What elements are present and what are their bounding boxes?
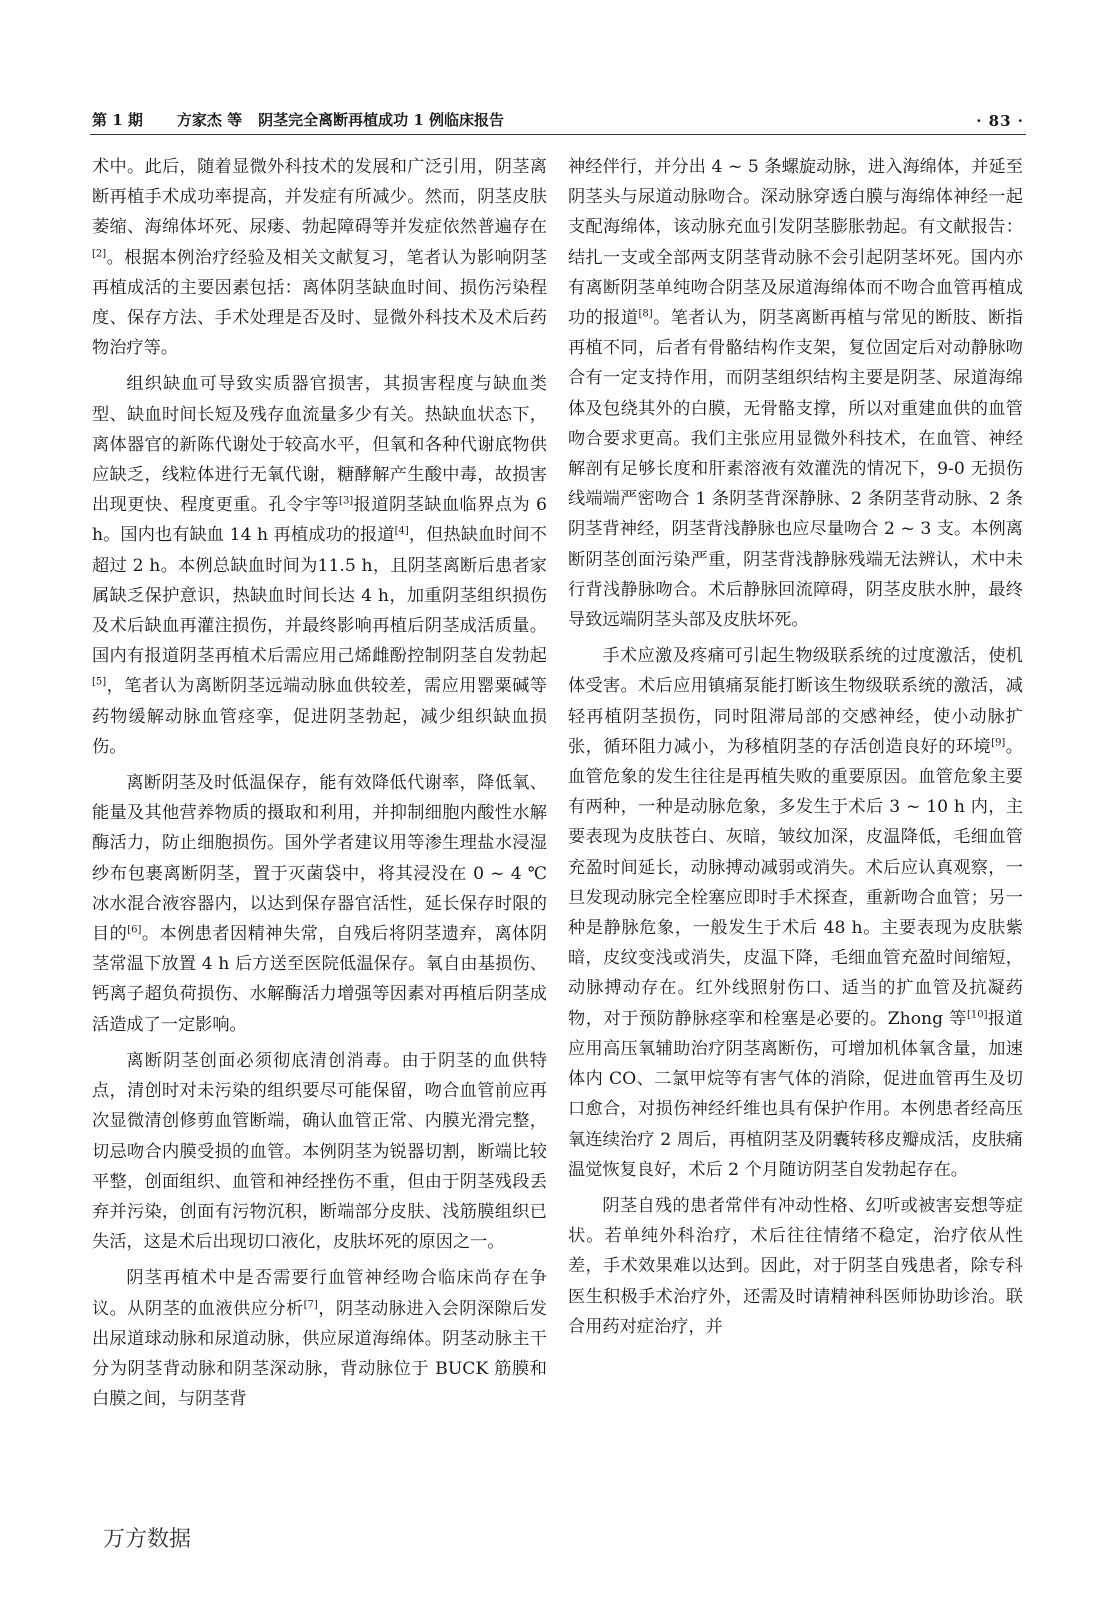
right-column	[568, 152, 1023, 1348]
paragraph: 术中。此后，随着显微外科技术的发展和广泛引用，阴茎离断再植手术成功率提高，并发症有所减少。然而，阴茎皮肤萎缩、海绵体坏死、尿瘘、勃起障碍等并发症依然普遍存在[2]。根据本例治疗经验及相关文献复习，笔者认为影响阴茎再植成活的主要因素包括：离体阴茎缺血时间、损伤污染程度、保存方法、手术处理是否及时、显微外科技术及术后药物治疗等。	[92, 157, 547, 359]
citation: [7]	[303, 1298, 318, 1310]
citation: [5]	[92, 676, 107, 688]
citation: [6]	[127, 924, 142, 936]
paragraph: 离断阴茎创面必须彻底清创消毒。由于阴茎的血供特点，清创时对未污染的组织要尽可能保留，吻合血管前应再次显微清创修剪血管断端，确认血管正常、内膜光滑完整，切忌吻合内膜受损的血管。本例阴茎为锐器切割，断端比较平整，创面组织、血管和神经挫伤不重，但由于阴茎残段丢弃并污染，创面有污物沉积，断端部分皮肤、浅筋膜组织已失活，这是术后出现切口液化，皮肤坏死的原因之一。	[92, 1050, 547, 1253]
paragraph: 神经伴行，并分出 4 ~ 5 条螺旋动脉，进入海绵体，并延至阴茎头与尿道动脉吻合。深动脉穿透白膜与海绵体神经一起支配海绵体，该动脉充血引发阴茎膨胀勃起。有文献报告：结扎一支或全部两支阴茎背动脉不会引起阴茎坏死。国内亦有离断阴茎单纯吻合阴茎及尿道海绵体而不吻合血管再植成功的报道[8]。笔者认为，阴茎离断再植与常见的断肢、断指再植不同，后者有骨骼结构作支架，复位固定后对动静脉吻合有一定支持作用，而阴茎组织结构主要是阴茎、尿道海绵体及包绕其外的白膜，无骨骼支撑，所以对重建血供的血管吻合要求更高。我们主张应用显微外科技术，在血管、神经解剖有足够长度和肝素溶液有效灌洗的情况下，9-0 无损伤线端端严密吻合 1 条阴茎背深静脉、2 条阴茎背动脉、2 条阴茎背神经，阴茎背浅静脉也应尽量吻合 2 ~ 3 支。本例离断阴茎创面污染严重，阴茎背浅静脉残端无法辨认，术中未行背浅静脉吻合。术后静脉回流障碍，阴茎皮肤水肿，最终导致远端阴茎头部及皮肤坏死。	[568, 157, 1023, 631]
paragraph: 离断阴茎及时低温保存，能有效降低代谢率，降低氧、能量及其他营养物质的摄取和利用，并抑制细胞内酸性水解酶活力，防止细胞损伤。国外学者建议用等渗生理盐水浸湿纱布包裹离断阴茎，置于灭菌袋中，将其浸没在 0 ~ 4 ℃ 冰水混合液容器内，以达到保存器官活性，延长保存时限的目的[6]。本例患者因精神失常，自残后将阴茎遗弃，离体阴茎常温下放置 4 h 后方送至医院低温保存。氧自由基损伤、钙离子超负荷损伤、水解酶活力增强等因素对再植后阴茎成活造成了一定影响。	[92, 773, 547, 1035]
issue-number: 第 1 期	[92, 111, 143, 129]
header-article-title: 阴茎完全离断再植成功 1 例临床报告	[258, 111, 505, 129]
left-column	[92, 152, 547, 1420]
header-divider	[90, 134, 1026, 135]
running-header	[92, 100, 1024, 130]
citation: [10]	[966, 1008, 988, 1020]
paragraph: 阴茎再植术中是否需要行血管神经吻合临床尚存在争议。从阴茎的血液供应分析[7]，阴茎动脉进入会阴深隙后发出尿道球动脉和尿道动脉，供应尿道海绵体。阴茎动脉主干分为阴茎背动脉和阴茎深动脉，背动脉位于 BUCK 筋膜和白膜之间，与阴茎背	[92, 1268, 547, 1410]
paragraph: 阴茎自残的患者常伴有冲动性格、幻听或被害妄想等症状。若单纯外科治疗，术后往往情绪不稳定，治疗依从性差，手术效果难以达到。因此，对于阴茎自残患者，除专科医生积极手术治疗外，还需及时请精神科医师协助诊治。联合用药对症治疗，并	[568, 1195, 1023, 1337]
citation: [8]	[638, 308, 653, 320]
citation: [2]	[92, 247, 107, 259]
header-authors: 方家杰 等	[176, 111, 243, 129]
citation: [4]	[394, 525, 409, 537]
citation: [9]	[991, 737, 1006, 749]
paragraph: 组织缺血可导致实质器官损害，其损害程度与缺血类型、缺血时间长短及残存血流量多少有关。热缺血状态下，离体器官的新陈代谢处于较高水平，但氧和各种代谢底物供应缺乏，线粒体进行无氧代谢，糖酵解产生酸中毒，故损害出现更快、程度更重。孔令宇等[3]报道阴茎缺血临界点为 6 h。国内也有缺血 14 h 再植成功的报道[4]，但热缺血时间不超过 2 h。本例总缺血时间为11.5 h，且阴茎离断后患者家属缺乏保护意识，热缺血时间长达 4 h，加重阴茎组织损伤及术后缺血再灌注损伤，并最终影响再植后阴茎成活质量。国内有报道阴茎再植术后需应用己烯雌酚控制阴茎自发勃起[5]，笔者认为离断阴茎远端动脉血供较差，需应用罂粟碱等药物缓解动脉血管痉挛，促进阴茎勃起，减少组织缺血损伤。	[92, 374, 547, 757]
source-watermark: 万方数据	[103, 1527, 192, 1552]
citation: [3]	[339, 495, 354, 507]
page-number: · 83 ·	[976, 112, 1024, 130]
paragraph: 手术应激及疼痛可引起生物级联系统的过度激活，使机体受害。术后应用镇痛泵能打断该生物级联系统的激活，减轻再植阴茎损伤，同时阻滞局部的交感神经，使小动脉扩张，循环阻力减小，为移植阴茎的存活创造良好的环境[9]。血管危象的发生往往是再植失败的重要原因。血管危象主要有两种，一种是动脉危象，多发生于术后 3 ~ 10 h 内，主要表现为皮肤苍白、灰暗，皱纹加深，皮温降低，毛细血管充盈时间延长，动脉搏动减弱或消失。术后应认真观察，一旦发现动脉完全栓塞应即时手术探查，重新吻合血管；另一种是静脉危象，一般发生于术后 48 h。主要表现为皮肤紫暗，皮纹变浅或消失，皮温下降，毛细血管充盈时间缩短，动脉搏动存在。红外线照射伤口、适当的扩血管及抗凝药物，对于预防静脉痉挛和栓塞是必要的。Zhong 等[10]报道应用高压氧辅助治疗阴茎离断伤，可增加机体氧含量，加速体内 CO、二氯甲烷等有害气体的消除，促进血管再生及切口愈合，对损伤神经纤维也具有保护作用。本例患者经高压氧连续治疗 2 周后，再植阴茎及阴囊转移皮瓣成活，皮肤痛温觉恢复良好，术后 2 个月随访阴茎自发勃起存在。	[568, 646, 1023, 1180]
